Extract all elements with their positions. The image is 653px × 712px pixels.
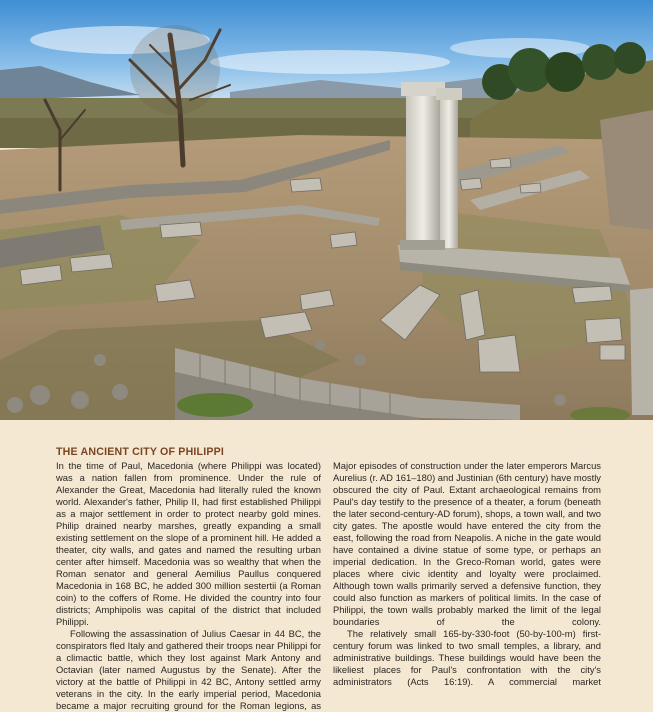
article-title: THE ANCIENT CITY OF PHILIPPI — [56, 446, 225, 458]
left-column — [56, 460, 321, 712]
article — [0, 420, 653, 711]
right-column — [333, 460, 601, 688]
paragraph: The relatively small 165-by-330-foot (50-by-100-m) first-century forum was linked to two small temples, a library, and administrative buildings. These buildings would have been the likeliest places for Paul's confrontation with the city's administrators (Acts 16:19). A commercial market — [333, 628, 601, 687]
paragraph: In the time of Paul, Macedonia (where Philippi was located) was a nation fallen from prominence. Under the rule of Alexander the Great, Macedonia had literally ruled the known world. Alexander's father, Philip II, had first established Philippi as a major settlement in order to protect nearby gold mines. Philip drained nearby marshes, greatly expanding a small existing settlement on the slope of a prominent hill. He added a theater, city walls, and gates and named the resulting urban center after himself. Macedonia was so wealthy that when the Roman senator and general Aemilius Paullus conquered Macedonia in 168 BC, he added 300 million sestertii (a Roman coin) to the coffers of Rome. He divided the country into four districts; Amphipolis was capital of the district that included Philippi. — [56, 460, 321, 627]
paragraph: Following the assassination of Julius Caesar in 44 BC, the conspirators fled Italy and gathered their troops near Philippi for a climactic battle, which they lost against Mark Antony and Octavian (later named Augustus by the Senate). After the victory at the battle of Philippi in 42 BC, Antony settled army veterans in the city. In the early imperial period, Macedonia became a major recruiting ground for the Roman legions, as — [56, 628, 321, 711]
paragraph: Major episodes of construction under the later emperors Marcus Aurelius (r. AD 161–180) and Justinian (6th century) have mostly obscured the city of Paul. Extant archaeological remains from Paul's day testify to the presence of a theater, a forum (beneath the later second-century-AD forum), shops, a town wall, and two city gates. The apostle would have entered the city from the east, following the road from Neapolis. A niche in the gate would have contained a divine statue of some type, or perhaps an imperial dedication. In the Greco-Roman world, gates were places where civic identity and loyalty were proclaimed. Although town walls primarily served a defensive function, they could also function as markers of political limits. In the case of Philippi, the town walls probably marked the limit of the legal boundaries of the colony. — [333, 460, 601, 627]
